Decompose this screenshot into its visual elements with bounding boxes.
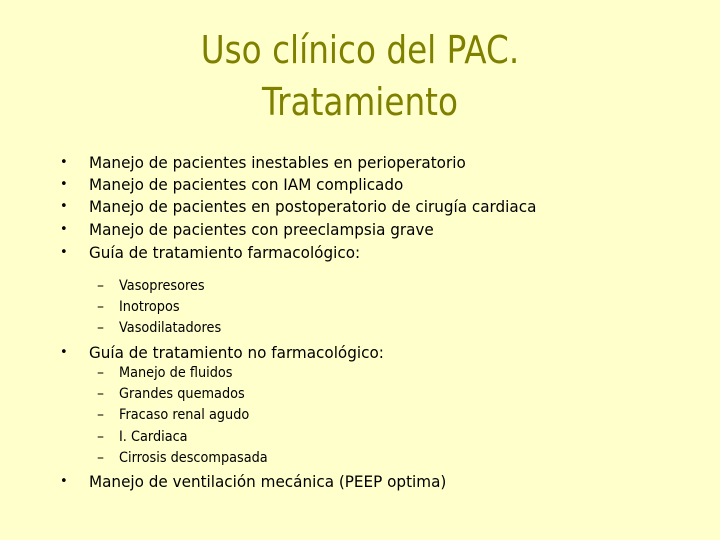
bullet-icon: • — [60, 345, 68, 360]
list-item — [0, 341, 680, 365]
dash-icon: – — [97, 429, 104, 445]
title-line-1: Uso clínico del PAC. — [200, 28, 520, 72]
dash-icon: – — [97, 299, 104, 315]
title-line-2: Tratamiento — [261, 80, 458, 124]
sub-list-item — [0, 318, 680, 338]
list-item — [0, 195, 680, 219]
list-item — [0, 173, 680, 197]
sub-list-item — [0, 384, 680, 404]
sub-list-item-text: Vasodilatadores — [119, 320, 222, 336]
sub-list-item-text: Manejo de fluidos — [119, 365, 233, 381]
dash-icon: – — [97, 365, 104, 381]
sub-list-item — [0, 276, 680, 296]
list-item-text: Manejo de pacientes inestables en perioperatorio — [89, 153, 466, 172]
dash-icon: – — [97, 407, 104, 423]
dash-icon: – — [97, 450, 104, 466]
sub-list-item — [0, 448, 680, 468]
sub-list-item-text: Grandes quemados — [119, 386, 245, 402]
bullet-icon: • — [60, 222, 68, 237]
bullet-icon: • — [60, 177, 68, 192]
list-item-text: Manejo de pacientes con preeclampsia grave — [89, 220, 434, 239]
bullet-icon: • — [60, 474, 68, 489]
list-item-text: Manejo de pacientes en postoperatorio de cirugía cardiaca — [89, 197, 537, 216]
sub-list-item-text: Fracaso renal agudo — [119, 407, 250, 423]
sub-list-item — [0, 427, 680, 447]
bullet-icon: • — [60, 245, 68, 260]
list-item — [0, 470, 680, 494]
list-item — [0, 241, 680, 265]
sub-list-item — [0, 405, 680, 425]
sub-list-item — [0, 363, 680, 383]
dash-icon: – — [97, 278, 104, 294]
sub-list-item-text: I. Cardiaca — [119, 429, 188, 445]
dash-icon: – — [97, 386, 104, 402]
bullet-icon: • — [60, 199, 68, 214]
dash-icon: – — [97, 320, 104, 336]
list-item-text: Guía de tratamiento no farmacológico: — [89, 343, 384, 362]
list-item — [0, 218, 680, 242]
list-item — [0, 151, 680, 175]
list-item-text: Manejo de pacientes con IAM complicado — [89, 175, 404, 194]
sub-list-item — [0, 297, 680, 317]
sub-list-item-text: Vasopresores — [119, 278, 205, 294]
bullet-icon: • — [60, 155, 68, 170]
list-item-text: Manejo de ventilación mecánica (PEEP optima) — [89, 472, 447, 491]
sub-list-item-text: Cirrosis descompasada — [119, 450, 268, 466]
list-item-text: Guía de tratamiento farmacológico: — [89, 243, 361, 262]
sub-list-item-text: Inotropos — [119, 299, 180, 315]
